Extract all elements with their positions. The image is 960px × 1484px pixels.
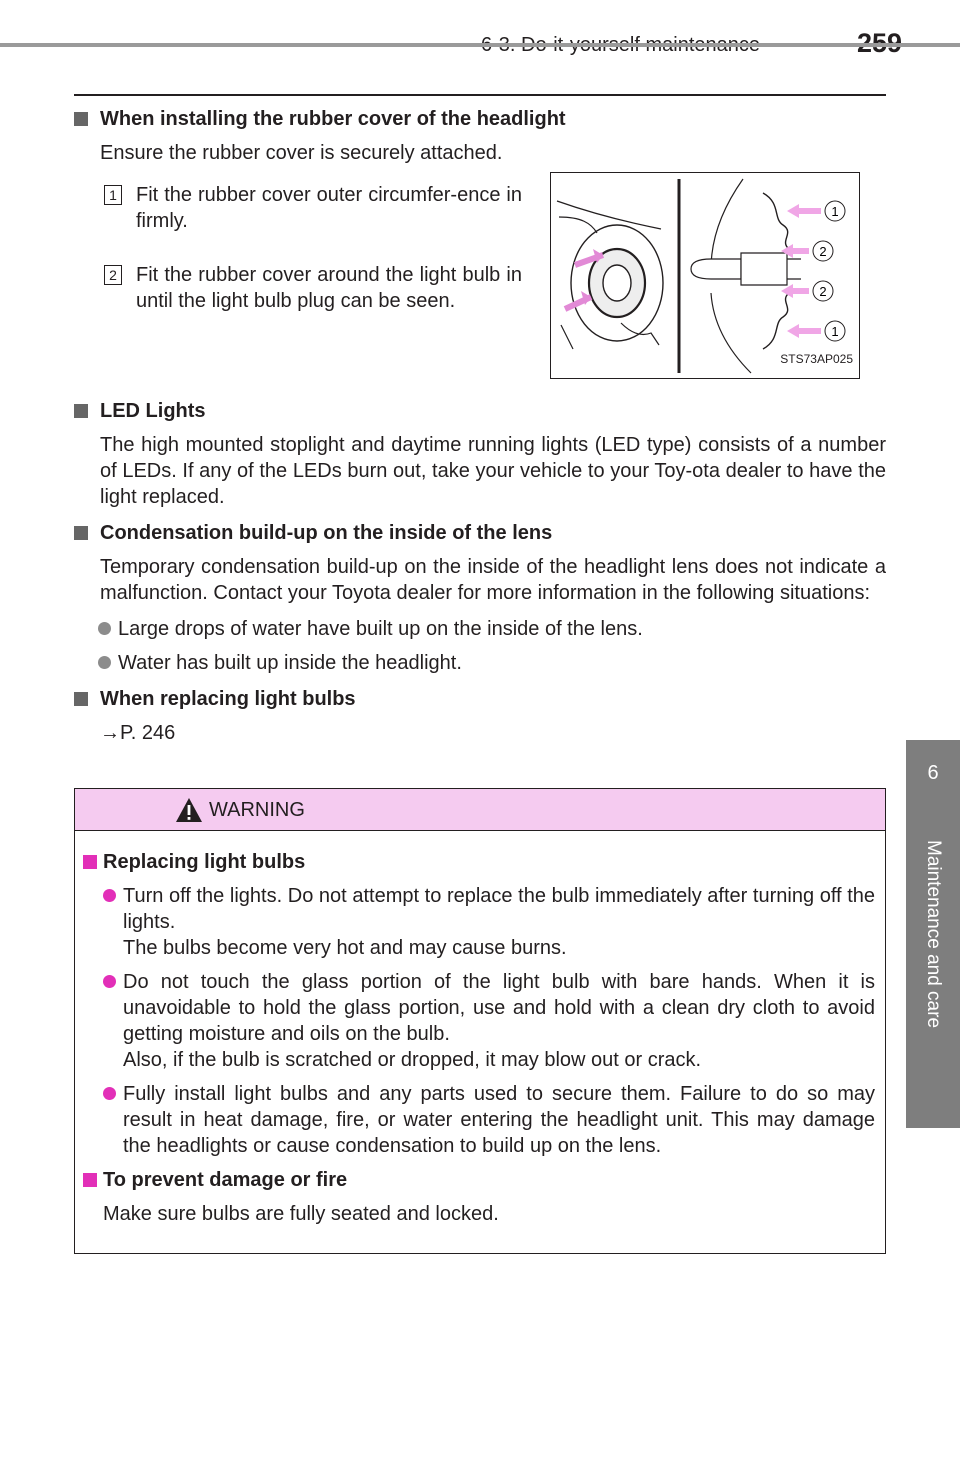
condensation-bullet-1: Large drops of water have built up on the inside of the lens.: [74, 616, 886, 642]
callout-label-4: 1: [831, 324, 839, 339]
chapter-label: Maintenance and care: [923, 840, 944, 1029]
round-bullet-icon: [98, 622, 111, 635]
square-bullet-icon: [83, 855, 97, 869]
warning-bullet-3: Fully install light bulbs and any parts used to secure them. Failure to do so may result in heat damage, fire, or water entering the headlight unit. This may damage the headlights or cause condensation to build up on the lens.: [75, 1081, 875, 1159]
square-bullet-icon: [74, 404, 88, 418]
condensation-bullet-2: Water has built up inside the headlight.: [74, 650, 886, 676]
rubber-cover-steps: [74, 172, 886, 398]
callout-label-3: 2: [819, 284, 827, 299]
top-rule: [74, 94, 886, 96]
chapter-side-tab[interactable]: [906, 740, 960, 1128]
callout-label-2: 2: [819, 244, 827, 259]
headlight-rubber-cover-illustration: [550, 172, 860, 379]
warning-heading-replacing: Replacing light bulbs: [75, 849, 875, 875]
header-rule: [0, 43, 960, 47]
square-bullet-icon: [74, 112, 88, 126]
warning-heading-prevent: To prevent damage or fire: [75, 1167, 875, 1193]
round-bullet-icon: [103, 975, 116, 988]
warning-prevent-text: Make sure bulbs are fully seated and locked.: [103, 1203, 499, 1225]
condensation-heading: Condensation build-up on the inside of the lens: [74, 520, 886, 546]
led-text: The high mounted stoplight and daytime running lights (LED type) consists of a number of LEDs. If any of the LEDs burn out, take your vehicle to your Toy-ota dealer to have the light replaced.: [100, 434, 886, 508]
round-bullet-icon: [103, 889, 116, 902]
led-heading: LED Lights: [74, 398, 886, 424]
square-bullet-icon: [83, 1173, 97, 1187]
condensation-text: Temporary condensation build-up on the inside of the headlight lens does not indicate a malfunction. Contact your Toyota dealer for more information in the following situations:: [100, 556, 886, 604]
square-bullet-icon: [74, 526, 88, 540]
chapter-number: 6: [927, 762, 939, 784]
step-1: 1 Fit the rubber cover outer circumfer-ence in firmly.: [100, 182, 522, 234]
step-number-1: 1: [104, 185, 122, 205]
warning-body: [75, 831, 885, 1227]
rubber-cover-intro: Ensure the rubber cover is securely attached.: [100, 142, 503, 164]
warning-bullet-1: Turn off the lights. Do not attempt to replace the bulb immediately after turning off the lights. The bulbs become very hot and may cause burns.: [75, 883, 875, 961]
step-number-2: 2: [104, 265, 122, 285]
warning-header: [75, 789, 885, 831]
warning-triangle-icon: [175, 797, 203, 823]
warning-title: WARNING: [209, 799, 305, 821]
main-content: [74, 106, 886, 746]
rubber-cover-heading: When installing the rubber cover of the headlight: [74, 106, 886, 132]
figure-id: STS73AP025: [780, 352, 853, 366]
callout-label-1: 1: [831, 204, 839, 219]
round-bullet-icon: [103, 1087, 116, 1100]
warning-box: [74, 788, 886, 1254]
square-bullet-icon: [74, 692, 88, 706]
step-2: 2 Fit the rubber cover around the light bulb in until the light bulb plug can be seen.: [100, 262, 522, 314]
warning-bullet-2: Do not touch the glass portion of the light bulb with bare hands. When it is unavoidable to hold the glass portion, use and hold with a clean dry cloth to avoid getting moisture and oils on the bulb. Also, if the bulb is scratched or dropped, it may blow out or crack.: [75, 969, 875, 1073]
replacing-heading: When replacing light bulbs: [74, 686, 886, 712]
page-reference-link[interactable]: →P. 246: [100, 722, 176, 744]
round-bullet-icon: [98, 656, 111, 669]
